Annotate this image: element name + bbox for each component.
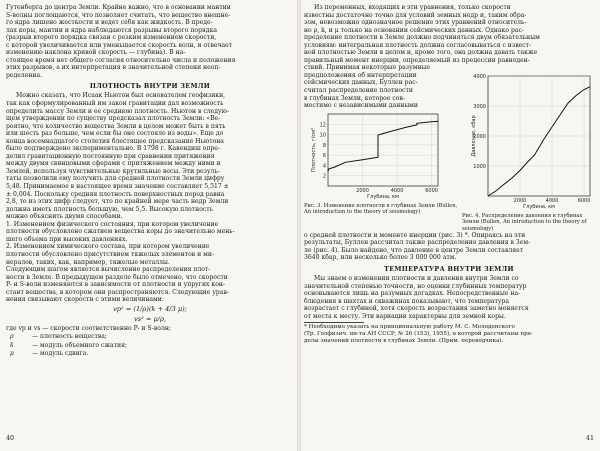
text-line: делил гравитационную постоянную при сравнении притяжения [6,152,215,160]
text-line: Следующим шагом является вычисление распределения плот- [6,266,211,274]
text-line: зом, невозможно однозначное решение этих уравнений относитель- [304,19,527,27]
x-axis-label: Глубина, км [523,203,555,210]
text-line: должна иметь плотность большую, чем 5,5. Высокую плотность [6,205,213,213]
text-line: 3640 кбар, или несколько более 3 000 000 атм. [304,254,457,262]
text-line: Землей, используя чувствительные крутильные весы. Эти резуль- [6,167,220,175]
text-line: пределение плотности в Земле должно подчиняться двум обязательным [304,34,540,42]
text-line: нералов, таких, как, например, тяжелые металлы. [6,258,170,266]
text-line: предположения об интерпретации [304,71,417,79]
x-tick-label: 2000 [513,197,527,204]
legend-symbol: k [10,341,14,349]
text-line: изменению наклона кривой скорость — глубина). В на- [6,49,186,57]
right-temp [304,275,594,320]
text-line: 2. Изменением химического состава, при котором увеличение [6,243,210,251]
text-line: ле (рис. 4). Было найдено, что давление в центре Земли составляет [304,246,524,254]
text-line: 1. Изменением физического состояния, при котором увеличение [6,220,219,228]
legend-list [6,333,294,357]
legend-item [10,342,294,349]
text-line: или шесть раз больше, чем если бы оно состояло из воды». Еще до [6,130,224,138]
text-line: стант вещества, в котором они распространяются. Следующие урав- [6,288,229,296]
text-line: лах коры, мантии и ядра наблюдаются разрывы второго порядка [6,26,218,34]
legend-desc: — плотность вещества; [32,333,107,341]
text-line: этих разрывов, а их интерпретация в значительной степени неоп- [6,64,221,72]
text-line: Мы знаем о изменении плотности и давления внутри Земли со [314,275,519,282]
text-line: Из переменных, входящих в эти уравнения, только скорости [314,4,511,11]
left-intro [6,4,294,79]
legend-intro: где vp и vs — скорости соответственно P- и S-волн; [6,324,171,332]
text-line: P- и S-волн изменяются в зависимости от плотности и упругих кон- [6,281,225,289]
text-line: плотности обусловлено сжатием вещества коры до значительно мень- [6,228,235,236]
text-line: конца восемнадцатого столетия блестящее предсказание Ньютона [6,137,224,145]
text-line: так как сформулированный им закон гравитации дал возможность [6,100,224,108]
temperature-heading: ТЕМПЕРАТУРА ВНУТРИ ЗЕМЛИ [384,265,514,273]
text-line: условиям: интегральная плотность должна согласовываться с извест- [304,41,532,49]
series-line [328,121,438,171]
legend-symbol: ρ [10,333,14,341]
figure-4 [462,72,594,232]
plot-frame [328,114,438,186]
text-line: (разрыв второго порядка связан с резким изменением скорости, [6,34,217,42]
footnote-line: * Необходимо указать на принципиальную работу М. С. Молоденского [304,324,515,331]
text-line: ределенна. [6,71,43,79]
right-top [304,4,594,72]
text-line: возрастает с глубиной, хотя скорость возрастания заметно меняется [304,305,529,313]
right-bottom [304,232,594,262]
left-page [6,4,294,444]
figure-3 [304,110,458,216]
right-beside [304,72,458,110]
text-line: блюдения в шахтах и скважинах показывают, что температура [304,297,509,305]
text-line: правильный момент инерции, определяемый из прецессии равноден- [304,56,530,64]
text-line: но ρ, k, и μ только на основании сейсмических данных. Однако рас- [304,26,524,34]
text-line: Гутенберга до центра Земли. Крайне важно, что в основании мантии [6,4,231,11]
text-line: стоящее время нет общего согласия относительно числа и положения [6,56,236,64]
text-line: сейсмических данных, Буллен рас- [304,79,418,87]
text-line: можно объяснить двумя способами. [6,213,123,221]
text-line: ствий. Принимая некоторые разумные [304,64,430,72]
pressure-chart [462,72,594,212]
x-tick-label: 2000 [356,187,369,194]
text-line: значительной степенью точности, но оценки глубинных температур [304,282,527,290]
text-line: было подтверждено экспериментально. В 1798 г. Кавендиш опре- [6,145,220,153]
formula-vp: vp² = (1/ρ)(k + 4/3 μ); [113,304,187,313]
y-tick-label: 3000 [473,103,486,110]
text-line: го ядра лишено жесткости и ведет себя как жидкость. В преде- [6,19,213,27]
y-tick-label: 2 [322,173,326,180]
text-line: определить массу Земли и ее среднюю плотность. Ньютон в следую- [6,107,229,115]
text-line: плотности обусловлено присутствием тяжелых элементов и ми- [6,250,214,258]
text-with-figure-3 [304,72,594,232]
legend-item [10,333,294,340]
legend-desc: — модуль объемного сжатия; [32,341,127,349]
book-gutter [297,0,301,451]
text-line: с которой увеличивается или уменьшается скорость волн, и отвечает [6,41,233,49]
text-line: между двумя свинцовыми сферами с притяжением между ними и [6,160,221,168]
y-tick-label: 12 [319,121,326,128]
text-line: ной плотностью Земли в целом и, кроме того, она должна давать также [304,49,538,57]
text-line: известны достаточно точно для условий земных недр и, таким обра- [304,11,527,19]
series-line [488,87,590,196]
x-tick-label: 6000 [577,197,591,204]
figure-4-caption: Рис. 4. Распределение давления в глубинах Земли (Bullen, An introduction to the theory of seismology) [462,212,587,232]
left-body [6,92,294,220]
y-tick-label: 2000 [473,133,486,140]
y-tick-label: 4 [322,163,326,170]
figure-3-caption: Рис. 3. Изменение плотности в глубинах Земли (Bullen, An introduction to the theory of seismology) [304,202,458,215]
left-list [6,221,294,304]
text-line: о средней плотности и моменте инерции (рис. 3) *. Опираясь на эти [304,231,526,239]
text-line: местимо с независимыми данными [304,102,418,110]
footnote [304,324,594,344]
text-line: щем утверждении по существу предсказал плотность Земли: «Ве- [6,115,221,123]
formula-vs: vs² = μ/ρ, [134,314,166,323]
density-heading: ПЛОТНОСТЬ ВНУТРИ ЗЕМЛИ [89,82,211,91]
text-line: таты позволили ему получить для средней плотности Земли цифру [6,175,225,183]
x-axis-label: Глубина, км [367,193,399,200]
y-tick-label: 10 [319,132,326,139]
right-page [304,4,594,444]
text-line: ± 0,004. Поскольку средняя плотность поверхностных пород равна [6,190,225,198]
y-tick-label: 1000 [473,163,486,170]
text-line: шего объема при высоких давлениях. [6,235,128,243]
page-number-left: 40 [6,435,15,442]
legend-desc: — модуль сдвига. [32,350,89,358]
text-line: нения связывают скорости с этими величинами: [6,296,164,304]
y-axis-label: Давление, кбар [471,115,477,157]
y-axis-label: Плотность, г/см³ [311,127,317,172]
text-line: 5,48. Принимаемое в настоящее время значение составляет 5,517 ± [6,183,229,191]
text-line: ности в Земле. В предыдущем разделе было отмечено, что скорости [6,273,228,281]
text-line: считал распределение плотности [304,87,413,95]
text-line: основываются лишь на разумных догадках. Непосредственные на- [304,290,521,298]
y-tick-label: 8 [322,142,326,149]
density-chart [304,110,444,202]
text-line: от места к месту. Эти вариации характерны для земной коры. [304,312,506,320]
text-line: роятно, что количество вещества Земли в целом может быть в пять [6,122,226,130]
x-tick-label: 4000 [545,197,559,204]
x-tick-label: 6000 [425,187,438,194]
x-tick-label: 4000 [390,187,404,194]
legend-symbol: μ [10,350,14,358]
page-number-right: 41 [585,435,594,442]
footnote-line: делы значений плотности в глубинах Земли. (Прим. переводчика). [304,337,504,344]
y-tick-label: 4000 [473,73,486,80]
y-tick-label: 6 [322,152,326,159]
text-line: в глубинах Земли, которое сов- [304,94,405,102]
text-line: результаты, Буллен рассчитал также распределение давления в Зем- [304,239,531,247]
text-line: 2,8, то из этих цифр следует, что по крайней мере часть недр Земли [6,198,229,206]
footnote-line: (Тр. Геофизич. ин-та АН СССР, № 26 (153), 1955), в которой рассчитаны пре- [304,331,533,338]
legend-item [10,350,294,357]
text-line: S-волны поглощаются, что позволяет считать, что вещество внешне- [6,11,231,19]
text-line: Можно сказать, что Исаак Ньютон был основателем геофизики, [16,92,226,100]
